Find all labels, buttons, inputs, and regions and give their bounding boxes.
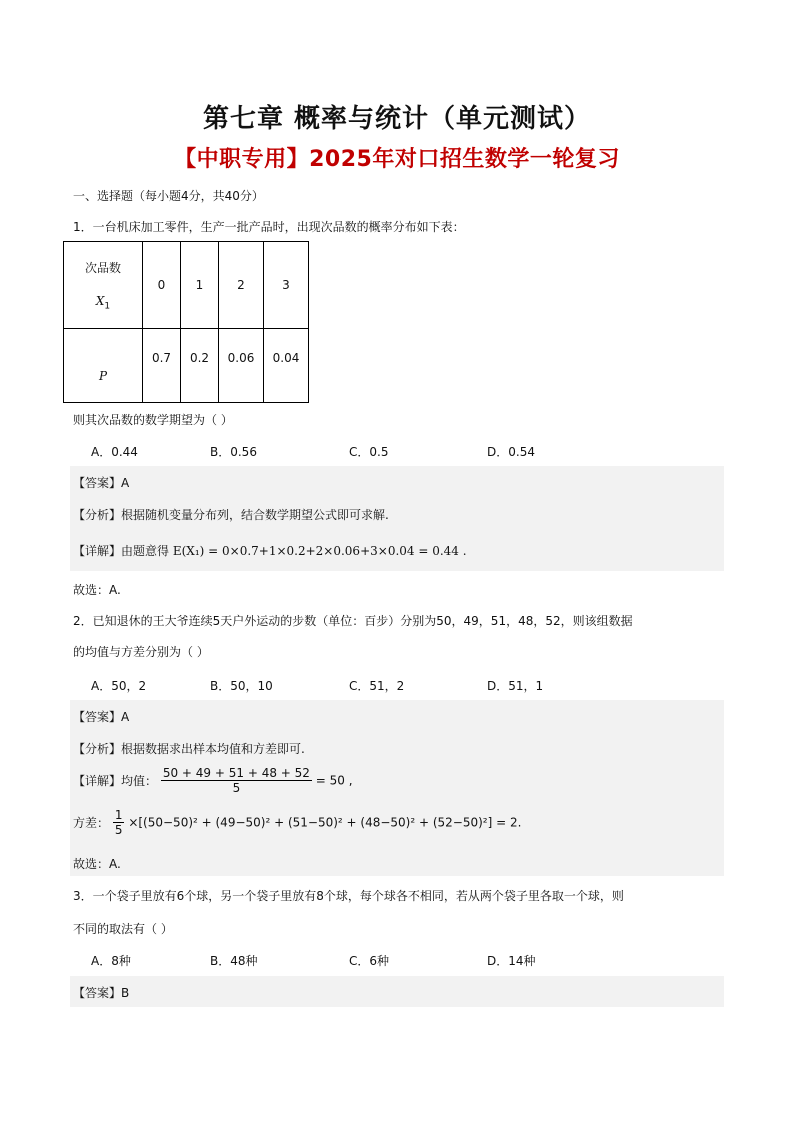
q2-variance-expr: ×[(50−50)² + (49−50)² + (51−50)² + (48−50)² + (52−50)²] = 2.: [128, 815, 522, 830]
table-header-cell: [64, 242, 143, 329]
table-cell: 0.06: [219, 329, 264, 403]
section-heading: 一、选择题（每小题4分，共40分）: [73, 189, 264, 203]
table-row2-label: P: [64, 329, 143, 403]
q1-answer: 【答案】A: [73, 476, 130, 490]
q2-option-d[interactable]: D．51，1: [487, 679, 544, 693]
table-cell: 0.2: [181, 329, 219, 403]
q3-stem-line1: 3．一个袋子里放有6个球，另一个袋子里放有8个球，每个球各不相同，若从两个袋子里各取一个球，则: [73, 889, 624, 903]
q1-option-c[interactable]: C．0.5: [349, 445, 389, 459]
q1-option-a[interactable]: A．0.44: [91, 445, 138, 459]
q2-option-a[interactable]: A．50，2: [91, 679, 147, 693]
q2-stem-line2: 的均值与方差分别为（ ）: [73, 645, 209, 659]
q3-answer: 【答案】B: [73, 986, 130, 1000]
q1-conclusion: 故选：A.: [73, 583, 121, 597]
q1-detail-label: 【详解】由题意得: [73, 544, 170, 558]
q2-mean-numerator: 50 + 49 + 51 + 48 + 52: [162, 766, 310, 780]
q3-stem-line2: 不同的取法有（ ）: [73, 922, 173, 936]
q2-mean: [73, 766, 353, 795]
table-cell: 0.04: [264, 329, 309, 403]
q2-variance: [73, 808, 521, 837]
q3-option-b[interactable]: B．48种: [210, 954, 258, 968]
table-row1-label: 次品数: [84, 260, 121, 275]
table-cell: 2: [219, 242, 264, 329]
table-cell: 3: [264, 242, 309, 329]
q1-detail: [73, 542, 467, 559]
q2-variance-label: 方差：: [73, 816, 110, 830]
q1-option-d[interactable]: D．0.54: [487, 445, 535, 459]
q1-analysis: 【分析】根据随机变量分布列，结合数学期望公式即可求解.: [73, 508, 389, 522]
q2-mean-denominator: 5: [232, 781, 241, 795]
q2-stem-line1: 2．已知退休的王大爷连续5天户外运动的步数（单位：百步）分别为50，49，51，48，52，则该组数据: [73, 614, 633, 628]
table-cell: 0.7: [143, 329, 181, 403]
table-cell: 1: [181, 242, 219, 329]
page-subtitle: 【中职专用】2025年对口招生数学一轮复习: [174, 147, 620, 172]
q1-detail-expr: E(X₁) = 0×0.7+1×0.2+2×0.06+3×0.04 = 0.44 .: [172, 544, 467, 558]
q3-option-a[interactable]: A．8种: [91, 954, 131, 968]
q3-option-c[interactable]: C．6种: [349, 954, 390, 968]
q3-solution-box: [70, 976, 724, 1007]
q2-variance-denominator: 5: [114, 823, 123, 837]
q1-question: 则其次品数的数学期望为（ ）: [73, 413, 233, 427]
q2-option-c[interactable]: C．51，2: [349, 679, 405, 693]
q3-option-d[interactable]: D．14种: [487, 954, 536, 968]
q2-analysis: 【分析】根据数据求出样本均值和方差即可.: [73, 742, 305, 756]
q2-option-b[interactable]: B．50，10: [210, 679, 273, 693]
table-cell: 0: [143, 242, 181, 329]
q2-detail-label: 【详解】均值：: [73, 774, 158, 788]
q2-conclusion: 故选：A.: [73, 857, 121, 871]
table-row1-var: $X_1$: [95, 293, 111, 312]
q2-variance-numerator: 1: [114, 808, 123, 822]
q2-mean-result: = 50 ,: [315, 773, 353, 788]
q1-stem: 1．一台机床加工零件，生产一批产品时，出现次品数的概率分布如下表：: [73, 220, 465, 234]
q2-variance-fraction: [113, 808, 125, 837]
q2-mean-fraction: [161, 766, 312, 795]
q1-distribution-table: [63, 241, 309, 403]
page-title: 第七章 概率与统计（单元测试）: [202, 104, 592, 134]
q2-answer: 【答案】A: [73, 710, 130, 724]
q1-option-b[interactable]: B．0.56: [210, 445, 257, 459]
